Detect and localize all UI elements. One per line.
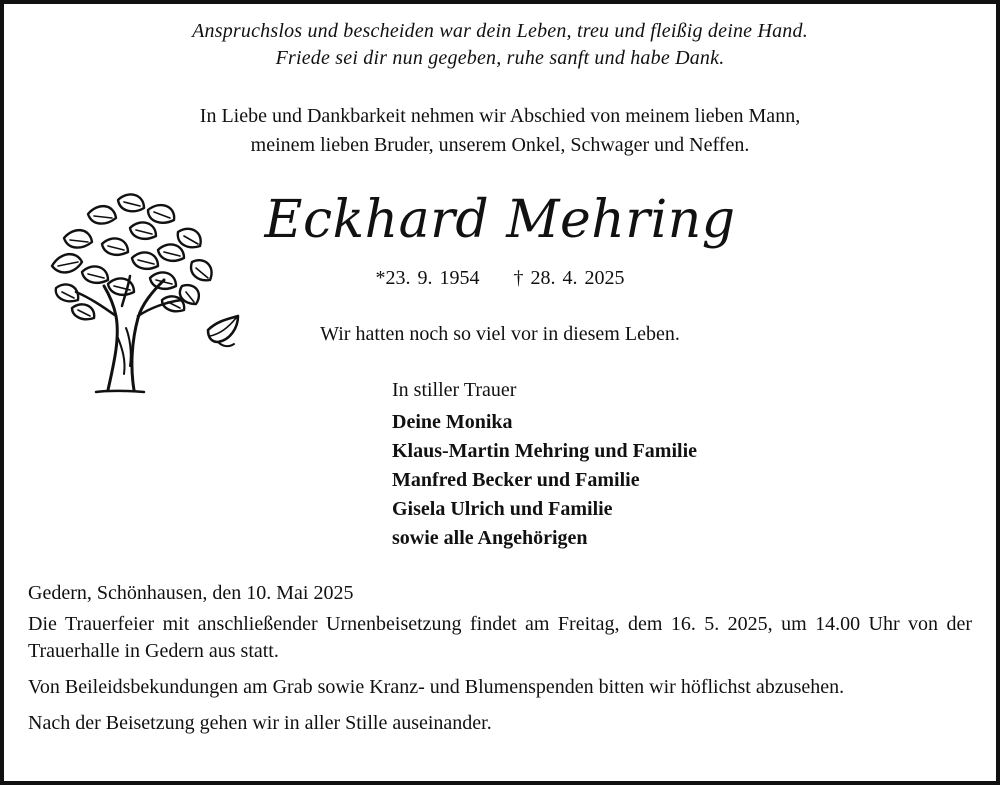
farewell-intro [4,102,996,160]
quote: Wir hatten noch so viel vor in diesem Leben. [320,323,680,345]
ceremony-info: Die Trauerfeier mit anschließender Urnenbeisetzung findet am Freitag, dem 16. 5. 2025, um 14.00 Uhr von der Trauerhalle in Gedern aus statt. [28,613,972,662]
deceased-name: Eckhard Mehring [264,190,736,250]
mourners-block [392,376,697,553]
funeral-details [28,580,972,746]
closing-note: Nach der Beisetzung gehen wir in aller Stille auseinander. [28,712,492,734]
memorial-verse-line-2: Friede sei dir nun gegeben, ruhe sanft und habe Dank. [275,47,725,69]
mourner-name: Manfred Becker und Familie [392,469,640,491]
mourning-heading: In stiller Trauer [392,379,517,401]
birth-date: *23. 9. 1954 [375,267,480,289]
place-and-date: Gedern, Schönhausen, den 10. Mai 2025 [28,582,354,604]
mourner-name: Gisela Ulrich und Familie [392,498,613,520]
mourner-name: sowie alle Angehörigen [392,527,588,549]
condolence-request: Von Beileidsbekundungen am Grab sowie Kranz- und Blumenspenden bitten wir höflichst abzusehen. [28,676,845,698]
life-dates [4,265,996,291]
death-date: † 28. 4. 2025 [513,267,625,289]
mourner-name: Deine Monika [392,411,513,433]
farewell-intro-line-1: In Liebe und Dankbarkeit nehmen wir Abschied von meinem lieben Mann, [199,105,801,127]
farewell-intro-line-2: meinem lieben Bruder, unserem Onkel, Schwager und Neffen. [250,134,750,156]
memorial-verse-line-1: Anspruchslos und bescheiden war dein Leben, treu und fleißig deine Hand. [192,20,808,42]
memorial-verse [4,18,996,72]
mourner-name: Klaus-Martin Mehring und Familie [392,440,697,462]
